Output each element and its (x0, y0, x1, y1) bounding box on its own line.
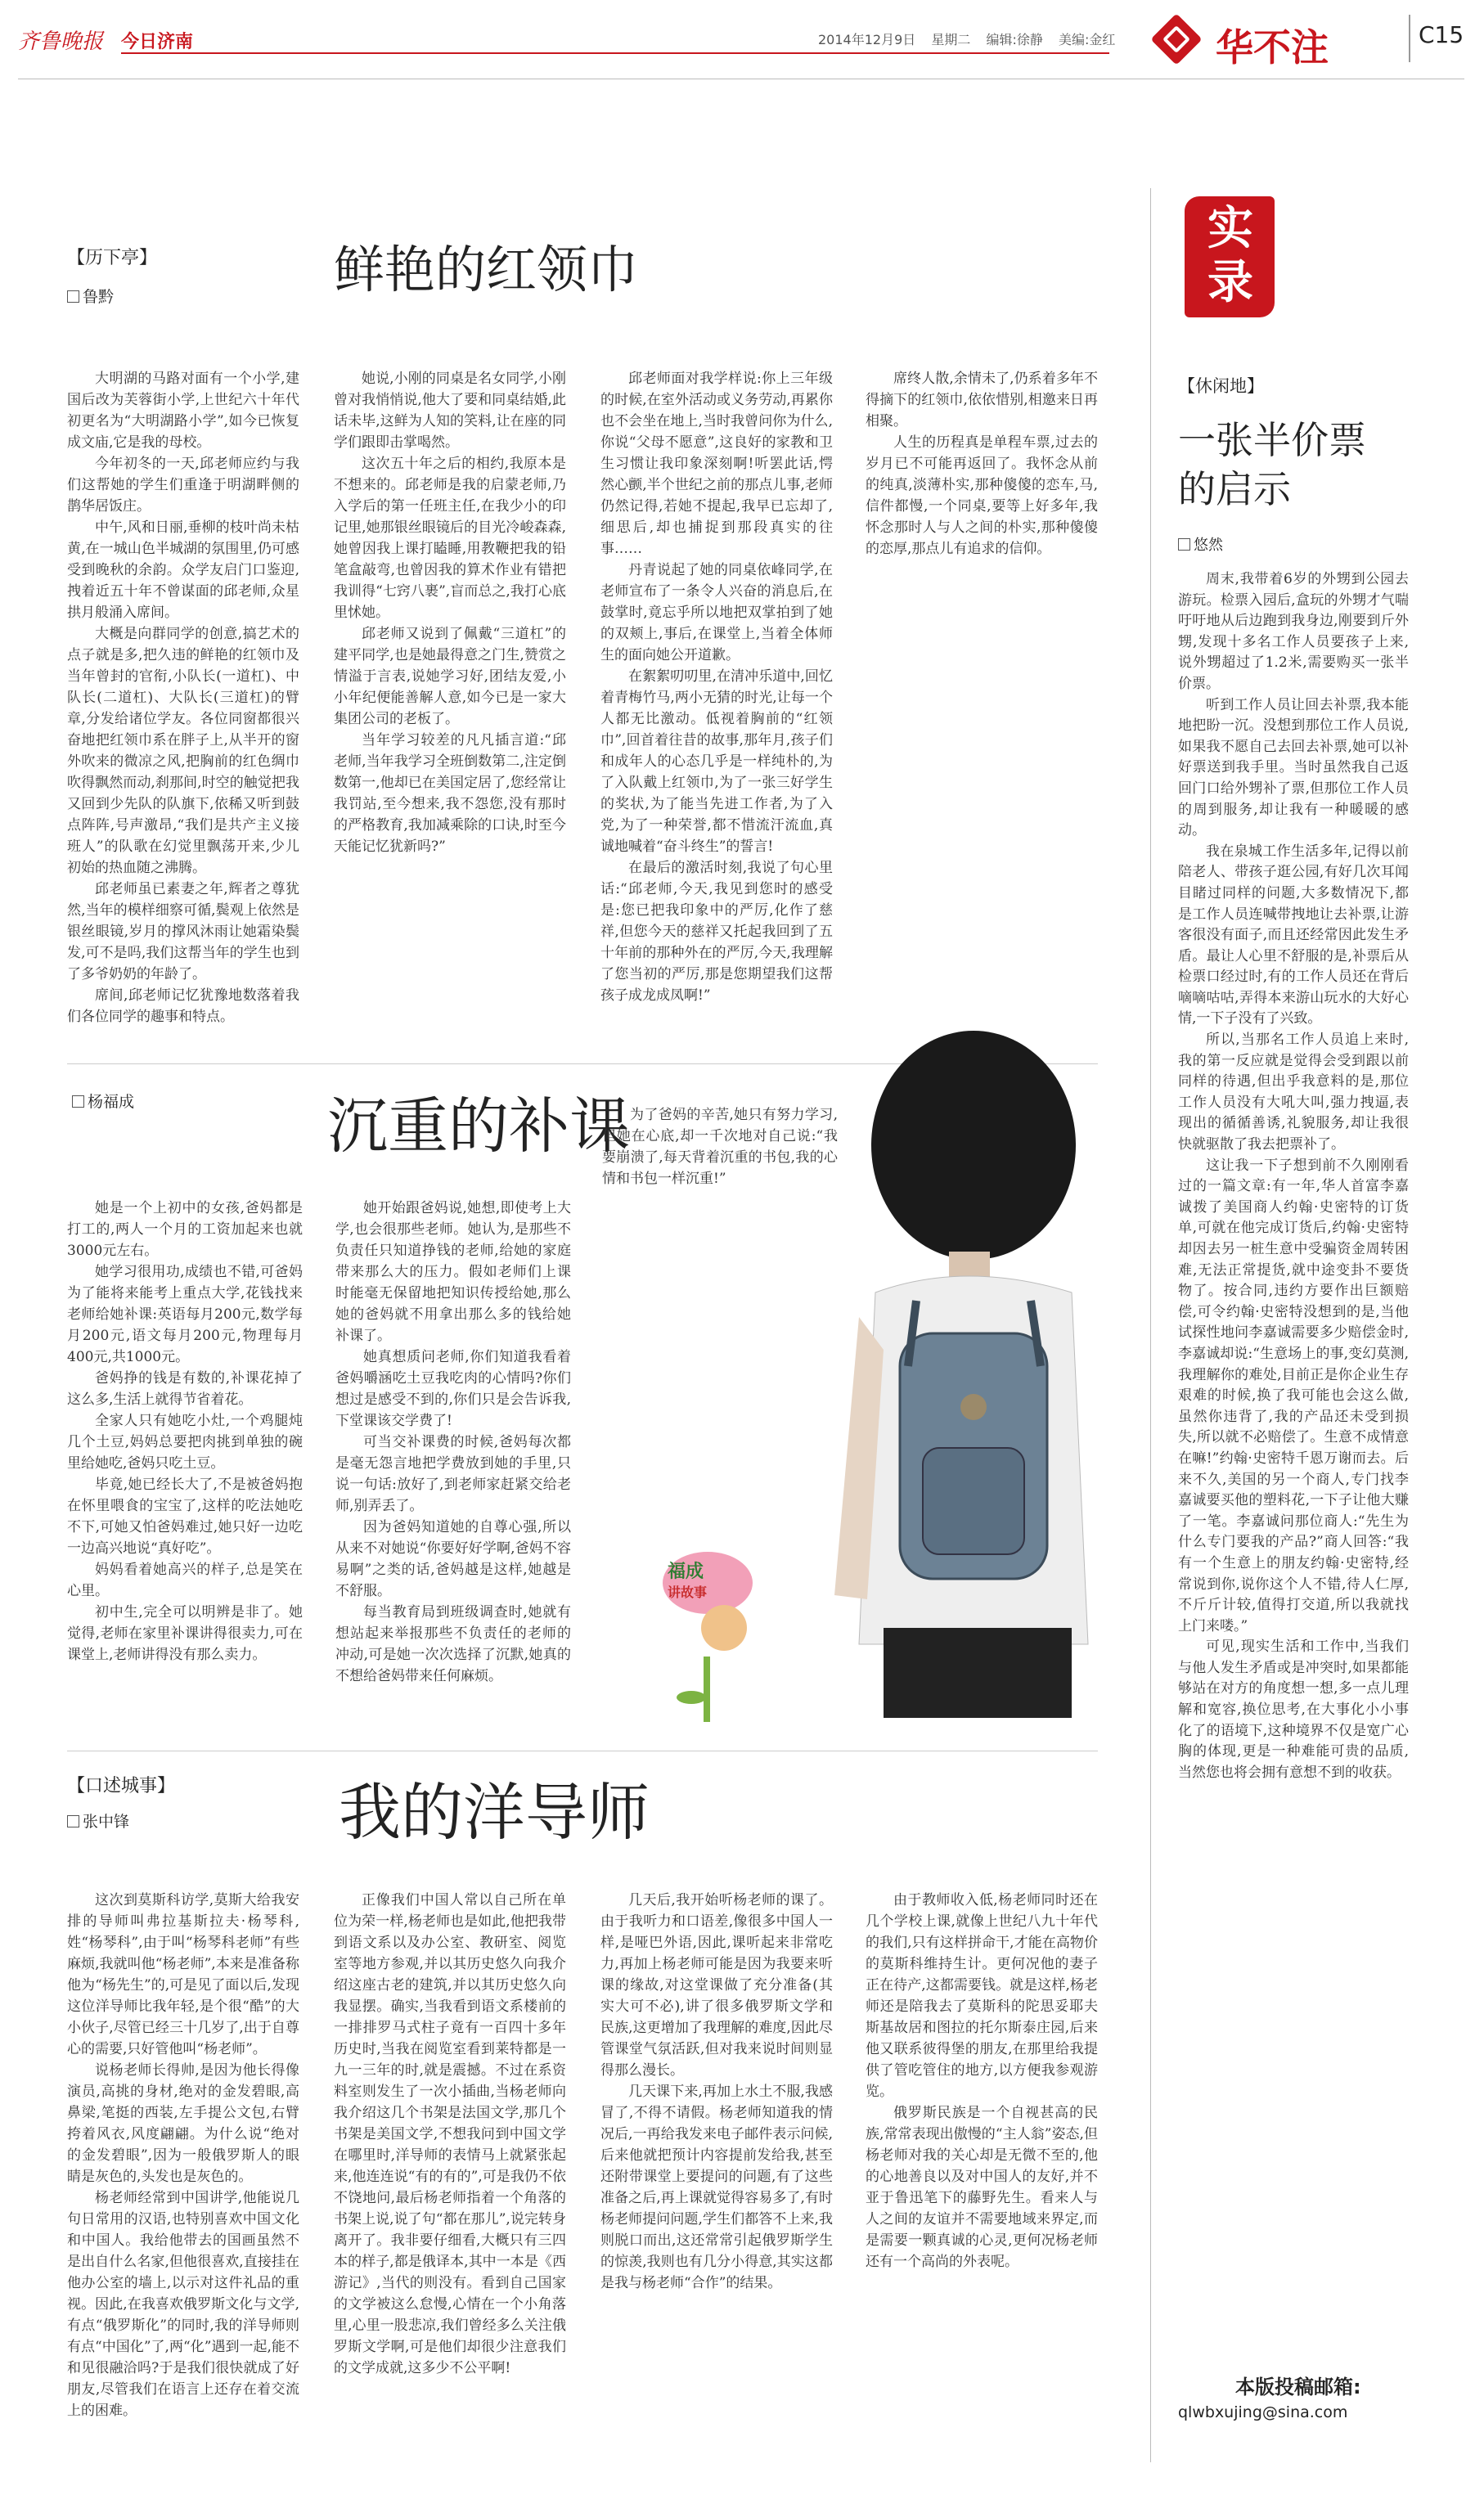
article-body-col-2 (335, 1198, 571, 1721)
paragraph: 邱老师面对我学样说:你上三年级的时候,在室外活动或义务劳动,再累你也不会坐在地上,当时我曾问你为什么,你说“父母不愿意”,这良好的家教和卫生习惯让我印象深刻啊!听罢此话,愕然心颤,半个世纪之前的那点儿事,老师仍然记得,若她不提起,我早已忘却了,细思后,却也捕捉到那段真实的往事…… (600, 371, 833, 557)
article-body-col-3 (602, 1104, 838, 1562)
badge-char: 讲 (668, 1585, 681, 1600)
newspaper-logo: 齐鲁晚报 (18, 29, 104, 54)
paragraph: 因为爸妈知道她的自尊心强,所以从来不对她说“你要好好学啊,爸妈不容易啊”之类的话,爸妈越是这样,她越是不舒服。 (335, 1519, 571, 1599)
hair (871, 1031, 1076, 1260)
date-line (818, 29, 1115, 48)
section-name: 今日济南 (121, 32, 194, 52)
article-title: 我的洋导师 (339, 1776, 650, 1849)
sidebar-divider (1150, 188, 1151, 2462)
paragraph: 中午,风和日丽,垂柳的枝叶尚未枯黄,在一城山色半城湖的氛围里,仍可感受到晚秋的余韵。众学友启门口鉴迎,拽着近五十年不曾谋面的邱老师,众星拱月般涌入席间。 (67, 519, 299, 621)
author-byline: 鲁黔 (67, 285, 114, 307)
paragraph: 今年初冬的一天,邱老师应约与我们这帮她的学生们重逢于明湖畔侧的鹊华居饭庄。 (67, 456, 299, 515)
badge-child (701, 1605, 747, 1651)
girl-backpack-illustration (826, 1023, 1104, 1718)
date: 2014年12月9日 (818, 32, 916, 47)
paragraph: 所以,当那名工作人员追上来时,我的第一反应就是觉得会受到跟以前同样的待遇,但出乎我意料的是,那位工作人员没有大吼大叫,强力拽逼,表现出的循循善诱,礼貌服务,却让我很快就驱散了我去把票补了。 (1178, 1032, 1409, 1153)
masthead-rule (121, 52, 1109, 54)
article-title: 鲜艳的红领巾 (334, 240, 639, 299)
article-body-col-4 (866, 1890, 1098, 2470)
author-byline: 张中锋 (67, 1809, 129, 1832)
paragraph: 丹青说起了她的同桌依峰同学,在老师宣布了一条令人兴奋的消息后,在鼓掌时,竟忘乎所以地把双掌拍到了她的双颊上,事后,在课堂上,当着全体师生的面向她公开道歉。 (600, 562, 833, 663)
paragraph: 在絮絮叨叨里,在清冲乐道中,回忆着青梅竹马,两小无猜的时光,让每一个人都无比激动。低视着胸前的“红领巾”,回首着往昔的故事,那年月,孩子们和成年人的心态几乎是一样纯朴的,为了入队戴上红领巾,为了一张三好学生的奖状,为了能当先进工作者,为了入党,为了一种荣誉,都不惜流汗流血,真诚地喊着“奋斗终生”的誓言! (600, 668, 833, 855)
paragraph: 毕竟,她已经长大了,不是被爸妈抱在怀里喂食的宝宝了,这样的吃法她吃不下,可她又怕爸妈难过,她只好一边吃一边高兴地说“真好吃”。 (67, 1477, 303, 1557)
page-divider (1409, 15, 1410, 62)
paragraph: 周末,我带着6岁的外甥到公园去游玩。检票入园后,盒玩的外甥才气喘吁吁地从后边跑到我身边,刚要到斤外甥,发现十多名工作人员要孩子上来,说外甥超过了1.2米,需要购买一张半价票。 (1178, 571, 1409, 692)
paragraph: 她开始跟爸妈说,她想,即使考上大学,也会很那些老师。她认为,是那些不负责任只知道挣钱的老师,给她的家庭带来那么大的压力。假如老师们上课时能毫无保留地把知识传授给她,那么她的爸妈就不用拿出那么多的钱给她补课了。 (335, 1200, 571, 1344)
paragraph: 说杨老师长得帅,是因为他长得像演员,高挑的身材,绝对的金发碧眼,高鼻梁,笔挺的西装,左手提公文包,右臂挎着风衣,风度翩翩。为什么说“绝对的金发碧眼”,因为一般俄罗斯人的眼睛是灰色的,头发也是灰色的。 (67, 2062, 299, 2185)
paragraph: 她真想质问老师,你们知道我看着爸妈嚼涵吃土豆我吃肉的心情吗?你们想过是感受不到的,你们只是会告诉我,下堂课该交学费了! (335, 1349, 571, 1429)
paragraph: 这次五十年之后的相约,我原本是不想来的。邱老师是我的启蒙老师,乃入学后的第一任班主任,在我少小的印记里,她那银丝眼镜后的目光冷峻森森,她曾因我上课打瞌睡,用教鞭把我的铅笔盒敲弯,也曾因我的算术作业有错把我训得“七窍八裹”,盲而总之,我打心底里怵她。 (334, 456, 566, 621)
paragraph: 她是一个上初中的女孩,爸妈都是打工的,两人一个月的工资加起来也就3000元左右。 (67, 1200, 303, 1259)
mailbox-address: qlwbxujing@sina.com (1178, 2403, 1348, 2421)
paragraph: 这次到莫斯科访学,莫斯大给我安排的导师叫弗拉基斯拉夫·杨琴科,姓“杨琴科”,由于叫“杨琴科老师”有些麻烦,我就叫他“杨老师”,本来是准备称他为“杨先生”的,可是见了面以后,发现这位洋导师比我年轻,是个很“酷”的大小伙子,尽管已经三十几岁了,出于自尊心的需要,只好管他叫“杨老师”。 (67, 1892, 299, 2057)
paragraph: 正像我们中国人常以自己所在单位为荣一样,杨老师也是如此,他把我带到语文系以及办公室、教研室、阅览室等地方参观,并以其历史悠久向我介绍这座古老的建筑,并以其历史悠久向我显摆。确实,当我看到语文系楼前的一排排罗马式柱子竟有一百四十多年历史时,当我在阅览室看到莱特都是一九一三年的时,就是震撼。不过在系资料室则发生了一次小插曲,当杨老师向我介绍这几个书架是法国文学,那几个书架是美国文学,不想我问到中国文学在哪里时,洋导师的表情马上就紧张起来,他连连说“有的有的”,可是我仍不依不饶地问,最后杨老师指着一个角落的书架上说,说了句“都在那儿”,说完转身离开了。我非要仔细看,大概只有三四本的样子,都是俄译本,其中一本是《西游记》,当代的则没有。看到自己国家的文学被这么怠慢,心情在一个小角落里,心里一股悲凉,我们曾经多么关注俄罗斯文学啊,可是他们却很少注意我们的文学成就,这多少不公平啊! (334, 1892, 566, 2376)
paragraph: 邱老师又说到了佩戴“三道杠”的建平同学,也是她最得意之门生,赞赏之情溢于言表,说她学习好,团结友爱,小小年纪便能善解人意,如今已是一家大集团公司的老板了。 (334, 626, 566, 727)
badge-stem (704, 1657, 710, 1722)
sidebar-body (1178, 569, 1409, 2369)
section-banner (1153, 11, 1399, 70)
paragraph: 她说,小刚的同桌是名女同学,小刚曾对我悄悄说,他大了要和同桌结婚,此话未毕,这鲜为人知的笑料,让在座的同学们跟即击掌喝然。 (334, 371, 566, 451)
paragraph: 席终人散,余情未了,仍系着多年不得摘下的红领巾,依依惜别,相邀来日再相聚。 (866, 371, 1098, 429)
article-body-col-1 (67, 368, 299, 1047)
masthead (0, 0, 1484, 82)
paragraph: 邱老师虽已素妻之年,辉者之尊犹然,当年的模样细察可循,鬓观上依然是银丝眼镜,岁月的撑风沐雨让她霜染鬓发,可不是吗,我们这帮当年的学生也到了多爷奶奶的年龄了。 (67, 881, 299, 982)
article-body-col-3 (600, 1890, 833, 2470)
article-body-col-3 (600, 368, 833, 1047)
paragraph: 她学习很用功,成绩也不错,可爸妈为了能将来能考上重点大学,花钱找来老师给她补课:英语每月200元,数学每月200元,语文每月200元,物理每月400元,共1000元。 (67, 1264, 303, 1365)
column-tag: 【口述城事】 (67, 1776, 176, 1796)
author-byline: 杨福成 (72, 1090, 134, 1112)
badge-char: 故 (681, 1585, 695, 1600)
paragraph: 可见,现实生活和工作中,当我们与他人发生矛盾或是冲突时,如果都能够站在对方的角度想一想,多一点儿理解和宽容,换位思考,在大事化小小事化了的语境下,这种境界不仅是宽广心胸的体现,更是一种难能可贵的品质,当然您也将会拥有意想不到的收获。 (1178, 1639, 1409, 1781)
backpack-pocket (923, 1448, 1024, 1554)
paragraph: 杨老师经常到中国讲学,他能说几句日常用的汉语,也特别喜欢中国文化和中国人。我给他带去的国画虽然不是出自什么名家,但他很喜欢,直接挂在他办公室的墙上,以示对这件礼品的重视。因此,在我喜欢俄罗斯文化与文学,有点“俄罗斯化”的同时,我的洋导师则有点“中国化”了,两“化”遇到一起,能不和见很融洽吗?于是我们很快就成了好朋友,尽管我们在语言上还存在着交流上的困难。 (67, 2190, 299, 2419)
skirt (884, 1628, 1072, 1718)
article-title: 沉重的补课 (327, 1091, 630, 1162)
article-body-col-2 (334, 368, 566, 1047)
paragraph: 听到工作人员让回去补票,我本能地把盼一沉。没想到那位工作人员说,如果我不愿自己去回去补票,她可以补好票送到我手里。当时虽然我自己返回门口给外甥补了票,但那位工作人员的周到服务,却让我有一种暖暖的感动。 (1178, 696, 1409, 839)
column-tag: 【休闲地】 (1178, 376, 1264, 396)
mailbox-label: 本版投稿邮箱: (1235, 2376, 1361, 2398)
article-body-col-2 (334, 1890, 566, 2470)
sidebar-badge (1185, 196, 1275, 317)
paragraph: 每当教育局到班级调查时,她就有想站起来举报那些不负责任的老师的冲动,可是她一次次选择了沉默,她真的不想给爸妈带来任何麻烦。 (335, 1604, 571, 1684)
badge-char: 事 (694, 1585, 708, 1600)
article-body-col-1 (67, 1890, 299, 2470)
badge-char: 福 (668, 1562, 686, 1582)
sidebar-badge-text: 实录 (1207, 201, 1253, 309)
editor: 编辑:徐静 (986, 32, 1043, 47)
page-number: C15 (1419, 21, 1464, 48)
paragraph: 大明湖的马路对面有一个小学,建国后改为芙蓉街小学,上世纪六十年代初更名为“大明湖路小学”,如今已恢复成文庙,它是我的母校。 (67, 371, 299, 451)
badge-char: 成 (686, 1562, 704, 1582)
author-byline: 悠然 (1178, 533, 1223, 555)
paragraph: 为了爸妈的辛苦,她只有努力学习,但她在心底,却一千次地对自己说:“我要崩溃了,每天背着沉重的书包,我的心情和书包一样沉重!” (602, 1107, 838, 1187)
backpack-buckle (960, 1394, 987, 1420)
paragraph: 大概是向群同学的创意,搞艺术的点子就是多,把久违的鲜艳的红领巾及当年曾封的官衔,小队长(一道杠)、中队长(二道杠)、大队长(三道杠)的臂章,分发给诸位学友。各位同窗都很兴奋地把红领巾系在胖子上,从半开的窗外吹来的微凉之风,把胸前的红色绸巾吹得飘然而动,刹那间,时空的触觉把我又回到少先队的队旗下,依稀又听到鼓点阵阵,号声激昂,“我们是共产主义接班人”的队歌在幻觉里飘荡开来,少儿初始的热血随之沸腾。 (67, 626, 299, 876)
story-badge-text (668, 1562, 717, 1603)
badge-leaf (677, 1691, 706, 1704)
designer: 美编:金红 (1058, 32, 1116, 47)
paragraph: 几天后,我开始听杨老师的课了。由于我听力和口语差,像很多中国人一样,是哑巴外语,因此,课听起来非常吃力,再加上杨老师可能是因为我要来听课的缘故,对这堂课做了充分准备(其实大可不必),讲了很多俄罗斯文学和民族,这更增加了我理解的难度,因此尽管课堂气氛活跃,但对我来说时间则显得那么漫长。 (600, 1892, 833, 2079)
paragraph: 可当交补课费的时候,爸妈每次都是毫无怨言地把学费放到她的手里,只说一句话:放好了,到老师家赶紧交给老师,别弄丢了。 (335, 1434, 571, 1514)
paragraph: 妈妈看着她高兴的样子,总是笑在心里。 (67, 1562, 303, 1599)
paragraph: 俄罗斯民族是一个自视甚高的民族,常常表现出傲慢的“主人翁”姿态,但杨老师对我的关心却是无微不至的,他的心地善良以及对中国人的友好,并不亚于鲁迅笔下的藤野先生。看来人与人之间的友谊并不需要地域来界定,而是需要一颗真诚的心灵,更何况杨老师还有一个高尚的外表呢。 (866, 2105, 1098, 2270)
paragraph: 几天课下来,再加上水土不服,我感冒了,不得不请假。杨老师知道我的情况后,一再给我发来电子邮件表示问候,后来他就把预计内容提前发给我,甚至还附带课堂上要提问的问题,有了这些准备之后,再上课就觉得容易多了,有时杨老师提问问题,学生们都答不上来,我则脱口而出,这还常常引起俄罗斯学生的惊羡,我则也有几分小得意,其实这都是我与杨老师“合作”的结果。 (600, 2084, 833, 2291)
paragraph: 席间,邱老师记忆犹豫地数落着我们各位同学的趣事和特点。 (67, 987, 299, 1025)
paragraph: 我在泉城工作生活多年,记得以前陪老人、带孩子逛公园,有好几次耳闻目睹过同样的问题,大多数情况下,都是工作人员连喊带拽地让去补票,让游客很没有面子,而且还经常因此发生矛盾。最让人心里不舒服的是,补票后从检票口经过时,有的工作人员还在背后嘀嘀咕咕,弄得本来游山玩水的大好心情,一下子没有了兴致。 (1178, 843, 1409, 1027)
paragraph: 在最后的激活时刻,我说了句心里话:“邱老师,今天,我见到您时的感受是:您已把我印象中的严厉,化作了慈祥,但您今天的慈祥又托起我回到了五十年前的那种外在的严厉,今天,我理解了您当初的严厉,那是您期望我们这帮孩子成龙成凤啊!” (600, 860, 833, 1004)
paragraph: 由于教师收入低,杨老师同时还在几个学校上课,就像上世纪八九十年代的我们,只有这样拼命干,才能在高物价的莫斯科维持生计。更何况他的妻子正在待产,这都需要钱。就是这样,杨老师还是陪我去了莫斯科的陀思妥耶夫斯基故居和图拉的托尔斯泰庄园,后来他又联系彼得堡的朋友,在那里给我提供了管吃管住的地方,以方便我参观游览。 (866, 1892, 1098, 2100)
paragraph: 当年学习较差的凡凡插言道:“邱老师,当年我学习全班倒数第二,注定倒数第一,他却已在美国定居了,您经常让我罚站,至今想来,我不怨您,没有那时的严格教育,我加减乘除的口诀,时至今天能记忆犹新吗?” (334, 732, 566, 855)
banner-title: 华不注 (1216, 25, 1329, 70)
paragraph: 爸妈挣的钱是有数的,补课花掉了这么多,生活上就得节省着花。 (67, 1370, 303, 1408)
article-body-col-1 (67, 1198, 303, 1721)
column-tag: 【历下亭】 (67, 248, 158, 268)
weekday: 星期二 (931, 32, 971, 47)
paragraph: 这让我一下子想到前不久刚刚看过的一篇文章:有一年,华人首富李嘉诚拨了美国商人约翰·史密特的订货单,可就在他完成订货后,约翰·史密特却因去另一桩生意中受骗资金周转困难,无法正常提货,就中途变卦不要货物了。按合同,违约方要作出巨额赔偿,可令约翰·史密特没想到的是,当他试探性地问李嘉诚需要多少赔偿金时,李嘉诚却说:“生意场上的事,变幻莫测,我理解你的难处,目前正是你企业生存艰难的时候,换了我可能也会这么做,虽然你违背了,我的产品还未受到损失,所以就不必赔偿了。生意不成情意在嘛!”约翰·史密特千恩万谢而去。后来不久,美国的另一个商人,专门找李嘉诚要买他的塑料花,一下子让他大赚了一笔。李嘉诚问那位商人:“先生为什么专门要我的产品?”商人回答:“我有一个生意上的朋友约翰·史密特,经常说到你,说你这个人不错,待人仁厚,不斤斤计较,值得打交道,所以我就找上门来喽。” (1178, 1157, 1409, 1634)
paragraph: 初中生,完全可以明辨是非了。她觉得,老师在家里补课讲得很卖力,可在课堂上,老师讲得没有那么卖力。 (67, 1604, 303, 1663)
paragraph: 人生的历程真是单程车票,过去的岁月已不可能再返回了。我怀念从前的纯真,淡薄朴实,那种傻傻的恋车,马,信件都慢,一个同桌,要等上好多年,我怀念那时人与人之间的朴实,那种傻傻的恋厚,那点儿有追求的信仰。 (866, 434, 1098, 557)
paragraph: 全家人只有她吃小灶,一个鸡腿炖几个土豆,妈妈总要把肉挑到单独的碗里给她吃,爸妈只吃土豆。 (67, 1413, 303, 1472)
article-body-col-4 (866, 368, 1098, 1047)
sidebar-title: 一张半价票的启示 (1178, 418, 1366, 511)
